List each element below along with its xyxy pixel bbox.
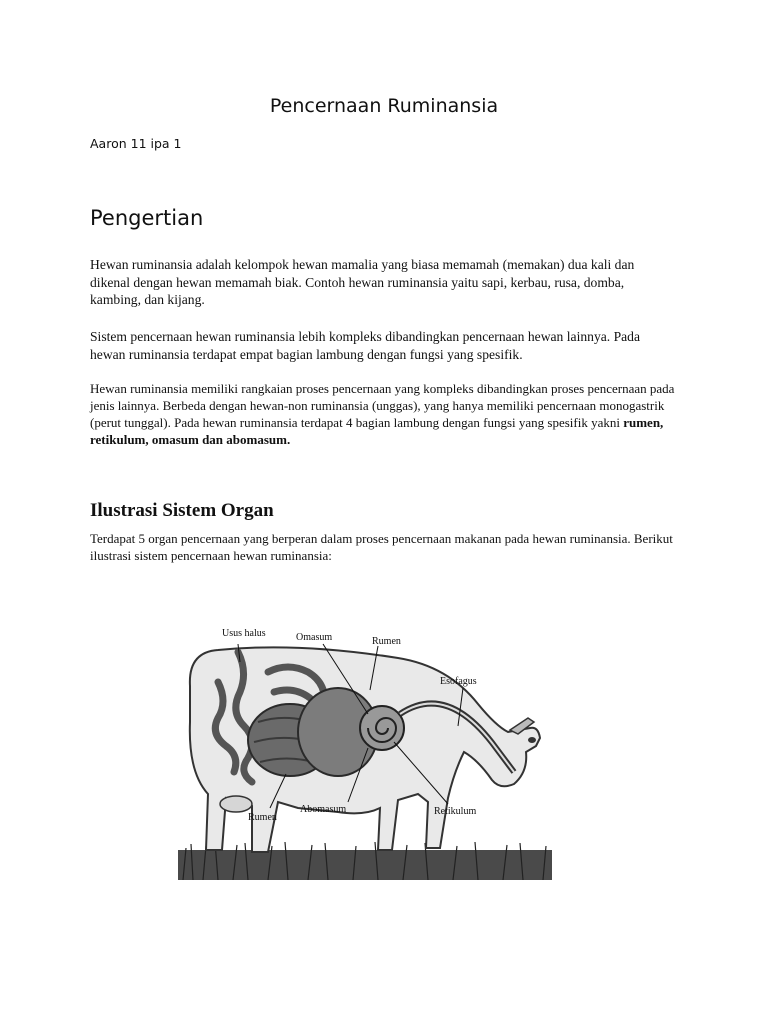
paragraph-complexity: Sistem pencernaan hewan ruminansia lebih kompleks dibandingkan pencernaan hewan lainnya. Pada hewan ruminansia terdapat empat bagian lambung dengan fungsi yang spesifik. bbox=[90, 329, 640, 362]
label-esofagus: Esofagus bbox=[440, 676, 477, 687]
cow-eye bbox=[528, 737, 536, 743]
label-usus-halus: Usus halus bbox=[222, 628, 266, 639]
cow-udder bbox=[220, 796, 252, 812]
label-rumen-top: Rumen bbox=[372, 636, 401, 647]
stomach-parts-list: rumen, retikulum, omasum dan abomasum. bbox=[90, 415, 664, 447]
label-omasum: Omasum bbox=[296, 632, 333, 643]
document-title: Pencernaan Ruminansia bbox=[269, 95, 499, 117]
label-abomasum: Abomasum bbox=[300, 804, 347, 815]
cow-digestive-system-illustration bbox=[178, 622, 552, 880]
author-line: Aaron 11 ipa 1 bbox=[90, 136, 182, 151]
section-heading-pengertian: Pengertian bbox=[90, 206, 204, 230]
paragraph-illustration-intro: Terdapat 5 organ pencernaan yang berperan dalam proses pencernaan makanan pada hewan ruminansia. Berikut ilustrasi sistem pencernaan hewan ruminansia: bbox=[90, 531, 673, 563]
section-heading-ilustrasi: Ilustrasi Sistem Organ bbox=[90, 500, 274, 521]
paragraph-stomach-parts-text: Hewan ruminansia memiliki rangkaian proses pencernaan yang kompleks dibandingkan proses pencernaan pada jenis lainnya. Berbeda dengan hewan-non ruminansia (unggas), yang hanya memiliki pencernaan monogastrik (perut tunggal). Pada hewan ruminansia terdapat 4 bagian lambung dengan fungsi yang spesifik yakni bbox=[90, 381, 675, 430]
paragraph-stomach-parts bbox=[90, 380, 675, 448]
label-retikulum: Retikulum bbox=[434, 806, 477, 817]
paragraph-definition: Hewan ruminansia adalah kelompok hewan mamalia yang biasa memamah (memakan) dua kali dan dikenal dengan hewan memamah biak. Contoh hewan ruminansia yaitu sapi, kerbau, rusa, domba, kambing, dan kijang. bbox=[90, 257, 635, 307]
label-rumen-bottom: Rumen bbox=[248, 812, 277, 823]
